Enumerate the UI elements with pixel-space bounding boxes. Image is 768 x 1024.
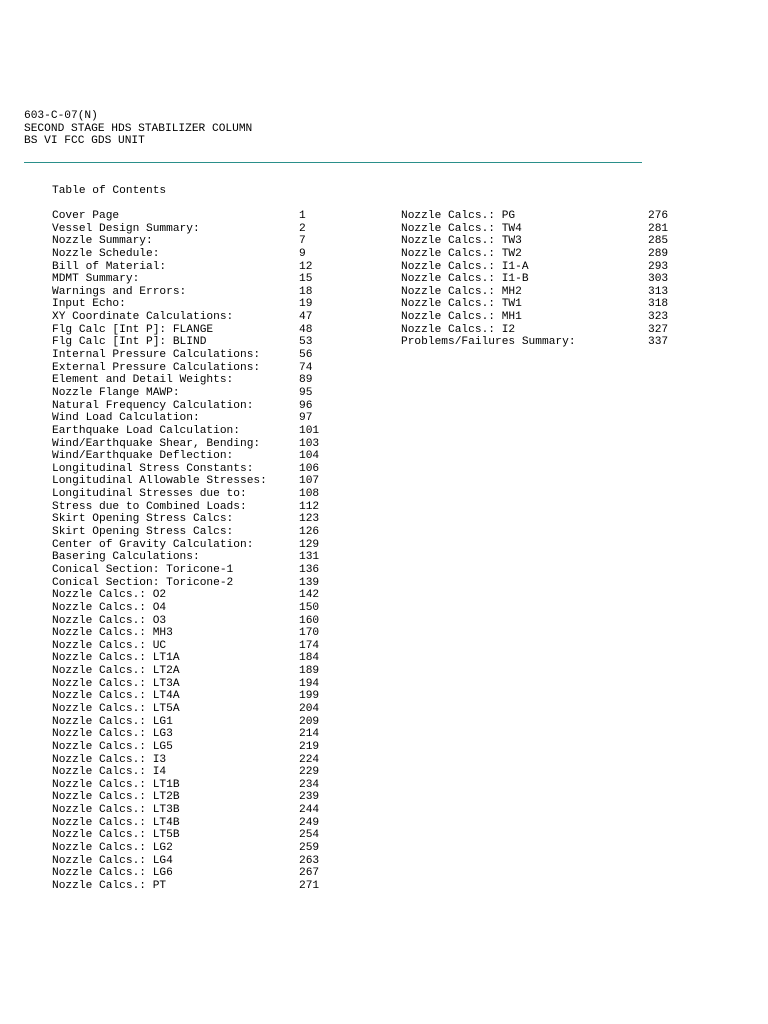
toc-entry-page-number: 101 <box>299 424 320 437</box>
toc-entry-page-number: 139 <box>299 576 320 589</box>
header-divider <box>24 162 642 163</box>
toc-entry-label: Input Echo: <box>52 298 126 311</box>
toc-entry-label: Earthquake Load Calculation: <box>52 424 240 437</box>
toc-entry-label: Nozzle Calcs.: MH3 <box>52 627 173 640</box>
toc-entry-page-number: 323 <box>648 311 669 324</box>
toc-entry-page-number: 293 <box>648 260 669 273</box>
toc-entry-page-number: 209 <box>299 715 320 728</box>
toc-entry-label: Nozzle Calcs.: TW1 <box>401 298 522 311</box>
toc-entry-label: Natural Frequency Calculation: <box>52 399 254 412</box>
toc-entry-label: Nozzle Summary: <box>52 235 153 248</box>
toc-entry-label: Nozzle Calcs.: O4 <box>52 601 167 614</box>
toc-entry-label: Nozzle Schedule: <box>52 247 160 260</box>
toc-entry-page-number: 214 <box>299 728 320 741</box>
toc-entry-label: Nozzle Calcs.: LT4A <box>52 690 180 703</box>
toc-entry-label: Nozzle Calcs.: TW4 <box>401 222 522 235</box>
toc-entry-page-number: 47 <box>299 311 313 324</box>
toc-entry-label: Internal Pressure Calculations: <box>52 349 261 362</box>
toc-entry-page-number: 229 <box>299 766 320 779</box>
toc-entry-page-number: 267 <box>299 867 320 880</box>
toc-entry-page-number: 174 <box>299 639 320 652</box>
toc-entry-page-number: 19 <box>299 298 313 311</box>
toc-entry-label: Nozzle Calcs.: LT3A <box>52 677 180 690</box>
toc-entry-label: Conical Section: Toricone-1 <box>52 563 234 576</box>
toc-entry-page-number: 123 <box>299 513 320 526</box>
toc-entry-page-number: 136 <box>299 563 320 576</box>
toc-entry-label: Bill of Material: <box>52 260 167 273</box>
toc-entry-label: Nozzle Calcs.: I3 <box>52 753 167 766</box>
toc-entry-page-number: 285 <box>648 235 669 248</box>
toc-entry-label: Nozzle Calcs.: LG5 <box>52 740 173 753</box>
toc-entry-page-number: 313 <box>648 285 669 298</box>
toc-entry-label: Longitudinal Stress Constants: <box>52 462 254 475</box>
document-header <box>24 110 252 148</box>
toc-entry-label: Nozzle Calcs.: LG2 <box>52 842 173 855</box>
toc-entry-page-number: 189 <box>299 665 320 678</box>
toc-entry-page-number: 142 <box>299 589 320 602</box>
toc-entry-page-number: 259 <box>299 842 320 855</box>
toc-entry-label: Nozzle Flange MAWP: <box>52 386 180 399</box>
unit-name: BS VI FCC GDS UNIT <box>24 135 145 148</box>
toc-entry-label: Skirt Opening Stress Calcs: <box>52 526 234 539</box>
toc-entry-page-number: 318 <box>648 298 669 311</box>
toc-entry-page-number: 337 <box>648 336 669 349</box>
toc-entry-page-number: 219 <box>299 740 320 753</box>
toc-entry-label: Nozzle Calcs.: LG3 <box>52 728 173 741</box>
toc-entry-label: Nozzle Calcs.: LG6 <box>52 867 173 880</box>
toc-entry-label: Nozzle Calcs.: O3 <box>52 614 167 627</box>
toc-entry-label: Nozzle Calcs.: MH2 <box>401 285 522 298</box>
toc-entry-label: Nozzle Calcs.: LT4B <box>52 816 180 829</box>
toc-entry-label: Nozzle Calcs.: PG <box>401 210 516 222</box>
toc-entry-page-number: 199 <box>299 690 320 703</box>
toc-entry-label: Nozzle Calcs.: MH1 <box>401 311 522 324</box>
toc-entry-label: Wind/Earthquake Shear, Bending: <box>52 437 261 450</box>
toc-entry-page-number: 106 <box>299 462 320 475</box>
toc-entry-page-number: 56 <box>299 349 313 362</box>
equipment-description: SECOND STAGE HDS STABILIZER COLUMN <box>24 122 253 135</box>
toc-entry-page-number: 89 <box>299 374 313 387</box>
toc-entry-label: Conical Section: Toricone-2 <box>52 576 234 589</box>
toc-title: Table of Contents <box>52 185 167 197</box>
toc-entry-label: Longitudinal Allowable Stresses: <box>52 475 267 488</box>
toc-entry-label: Nozzle Calcs.: I4 <box>52 766 167 779</box>
toc-entry-page-number: 97 <box>299 412 313 425</box>
toc-entry-page-number: 9 <box>299 247 306 260</box>
equipment-tag: 603-C-07(N) <box>24 110 98 122</box>
toc-entry-label: Stress due to Combined Loads: <box>52 500 247 513</box>
toc-entry-page-number: 276 <box>648 210 669 222</box>
toc-entry-label: Flg Calc [Int P]: BLIND <box>52 336 207 349</box>
toc-entry-page-number: 103 <box>299 437 320 450</box>
toc-entry-page-number: 289 <box>648 247 669 260</box>
toc-entry-page-number: 281 <box>648 222 669 235</box>
toc-entry-page-number: 129 <box>299 538 320 551</box>
toc-entry-label: Nozzle Calcs.: LT2B <box>52 791 180 804</box>
toc-entry-page-number: 131 <box>299 551 320 564</box>
toc-entry-page-number: 126 <box>299 526 320 539</box>
toc-entry-page-number: 2 <box>299 222 306 235</box>
toc-entry-page-number: 95 <box>299 386 313 399</box>
toc-entry-page-number: 15 <box>299 273 313 286</box>
toc-entry-label: MDMT Summary: <box>52 273 140 286</box>
toc-entry-label: Nozzle Calcs.: LT2A <box>52 665 180 678</box>
toc-entry-label: Nozzle Calcs.: LG1 <box>52 715 173 728</box>
toc-entry-page-number: 204 <box>299 702 320 715</box>
toc-entry-label: Nozzle Calcs.: I2 <box>401 323 516 336</box>
toc-entry-label: Nozzle Calcs.: TW3 <box>401 235 522 248</box>
toc-entry-label: Nozzle Calcs.: LG4 <box>52 854 173 867</box>
toc-entry-label: Nozzle Calcs.: TW2 <box>401 247 522 260</box>
toc-entry-page-number: 234 <box>299 778 320 791</box>
toc-entry-page-number: 96 <box>299 399 313 412</box>
toc-entry-label: Nozzle Calcs.: I1-B <box>401 273 529 286</box>
toc-entry-label: Nozzle Calcs.: LT3B <box>52 804 180 817</box>
toc-entry-label: Nozzle Calcs.: UC <box>52 639 167 652</box>
toc-entry-page-number: 239 <box>299 791 320 804</box>
toc-entry-page-number: 184 <box>299 652 320 665</box>
toc-entry-page-number: 170 <box>299 627 320 640</box>
toc-entry-label: Flg Calc [Int P]: FLANGE <box>52 323 214 336</box>
toc-entry-label: Center of Gravity Calculation: <box>52 538 254 551</box>
toc-entry-page-number: 271 <box>299 879 320 892</box>
toc-entry-label: Wind Load Calculation: <box>52 412 200 425</box>
toc-entry-page-number: 150 <box>299 601 320 614</box>
toc-entry-page-number: 108 <box>299 488 320 501</box>
toc-entry-label: Wind/Earthquake Deflection: <box>52 450 234 463</box>
toc-entry-label: Skirt Opening Stress Calcs: <box>52 513 234 526</box>
toc-entry-page-number: 112 <box>299 500 320 513</box>
toc-entry-page-number: 74 <box>299 361 313 374</box>
toc-entry-page-number: 53 <box>299 336 313 349</box>
toc-entry-page-number: 249 <box>299 816 320 829</box>
toc-entry-label: XY Coordinate Calculations: <box>52 311 234 324</box>
toc-entry-label: Basering Calculations: <box>52 551 200 564</box>
toc-entry-label: Nozzle Calcs.: LT1A <box>52 652 180 665</box>
toc-entry-page-number: 327 <box>648 323 669 336</box>
toc-entry-label: Nozzle Calcs.: LT5B <box>52 829 180 842</box>
toc-entry-label: Cover Page <box>52 210 120 222</box>
toc-entry-page-number: 263 <box>299 854 320 867</box>
toc-entry-page-number: 224 <box>299 753 320 766</box>
toc-entry-page-number: 244 <box>299 804 320 817</box>
toc-entry-label: Warnings and Errors: <box>52 285 187 298</box>
toc-entry-page-number: 48 <box>299 323 313 336</box>
toc-entry-page-number: 160 <box>299 614 320 627</box>
toc-entry-label: Problems/Failures Summary: <box>401 336 576 349</box>
toc-entry-label: Nozzle Calcs.: LT1B <box>52 778 180 791</box>
toc-entry-label: Nozzle Calcs.: PT <box>52 879 167 892</box>
toc-entry-label: Nozzle Calcs.: I1-A <box>401 260 529 273</box>
toc-entry-label: Element and Detail Weights: <box>52 374 234 387</box>
toc-entry-page-number: 18 <box>299 285 313 298</box>
toc-entry-page-number: 7 <box>299 235 306 248</box>
toc-entry-label: Vessel Design Summary: <box>52 222 200 235</box>
toc-entry-page-number: 303 <box>648 273 669 286</box>
toc-entry-label: External Pressure Calculations: <box>52 361 261 374</box>
toc-entry-page-number: 194 <box>299 677 320 690</box>
toc-entry-label: Nozzle Calcs.: LT5A <box>52 702 180 715</box>
toc-entry-page-number: 104 <box>299 450 320 463</box>
toc-entry-page-number: 107 <box>299 475 320 488</box>
toc-entry-page-number: 12 <box>299 260 313 273</box>
toc-entry-label: Longitudinal Stresses due to: <box>52 488 247 501</box>
toc-entry-label: Nozzle Calcs.: O2 <box>52 589 167 602</box>
toc-entry-page-number: 254 <box>299 829 320 842</box>
toc-entry-page-number: 1 <box>299 210 306 222</box>
